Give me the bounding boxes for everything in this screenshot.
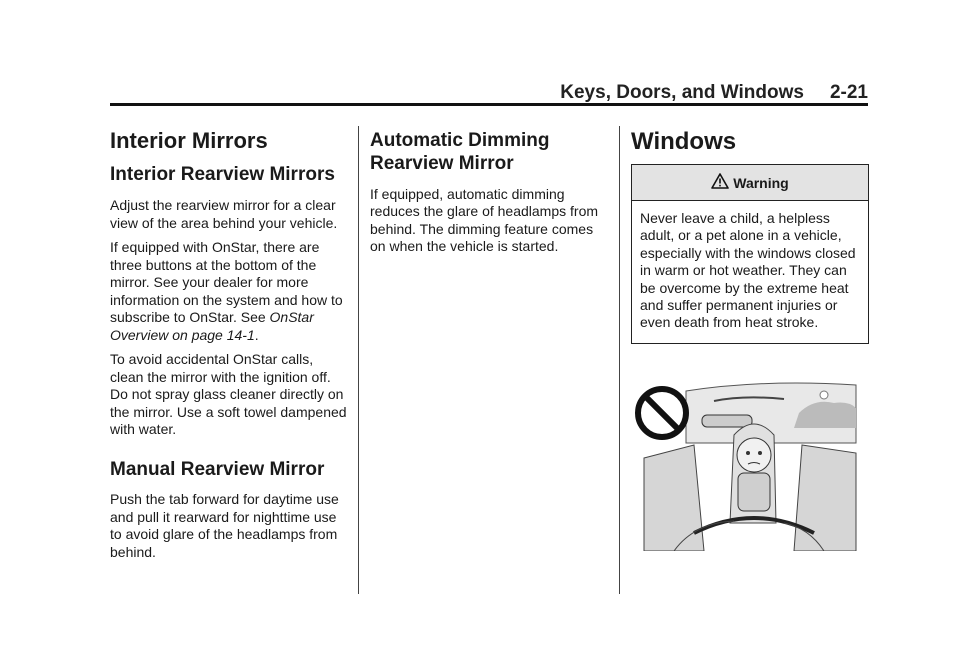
column-divider-1 (358, 126, 359, 594)
paragraph-cleaning: To avoid accidental OnStar calls, clean the mirror with the ignition off. Do not spray glass cleaner directly on the mirror. Use a soft towel dampened with water. (110, 351, 347, 438)
page-number: 2-21 (829, 82, 868, 103)
paragraph-adjust: Adjust the rearview mirror for a clear view of the area behind your vehicle. (110, 197, 338, 231)
column-3 (631, 124, 871, 167)
subheading-interior-rearview: Interior Rearview Mirrors (110, 164, 335, 186)
section-heading-windows: Windows (631, 128, 737, 155)
paragraph-onstar-end: . (254, 326, 259, 343)
warning-text: Never leave a child, a helpless adult, or a pet alone in a vehicle, especially with the windows closed in warm or hot weather. They can be overcome by the extreme heat and suffer permanent injuries or even death from heat stroke. (640, 210, 856, 331)
paragraph-auto-dimming: If equipped, automatic dimming reduces the glare of headlamps from behind. The dimming feature comes on when the vehicle is started. (370, 185, 599, 255)
section-title: Keys, Doors, and Windows (560, 82, 804, 103)
header-rule (110, 103, 868, 106)
column-1 (110, 124, 350, 568)
section-heading-interior-mirrors: Interior Mirrors (110, 128, 268, 153)
paragraph-manual: Push the tab forward for daytime use and pull it rearward for nighttime use to avoid glare of the headlamps from behind. (110, 491, 339, 560)
warning-box (631, 164, 869, 344)
subheading-manual-mirror: Manual Rearview Mirror (110, 458, 325, 480)
warning-header (632, 165, 868, 201)
column-2 (370, 124, 610, 263)
onstar-xref-link[interactable]: OnStar Overview on page 14-1 (110, 309, 314, 343)
paragraph-onstar (110, 239, 350, 344)
prohibition-icon (638, 389, 686, 437)
warning-triangle-icon (711, 173, 729, 192)
child-in-car-illustration (634, 373, 858, 551)
warning-label: Warning (733, 174, 789, 191)
subheading-auto-dimming: Automatic Dimming Rearview Mirror (370, 130, 550, 174)
column-divider-2 (619, 126, 620, 594)
running-header (110, 82, 868, 104)
paragraph-onstar-text: If equipped with OnStar, there are three buttons at the bottom of the mirror. See your dealer for more information on the system and how to subscribe to OnStar. See (110, 239, 343, 326)
